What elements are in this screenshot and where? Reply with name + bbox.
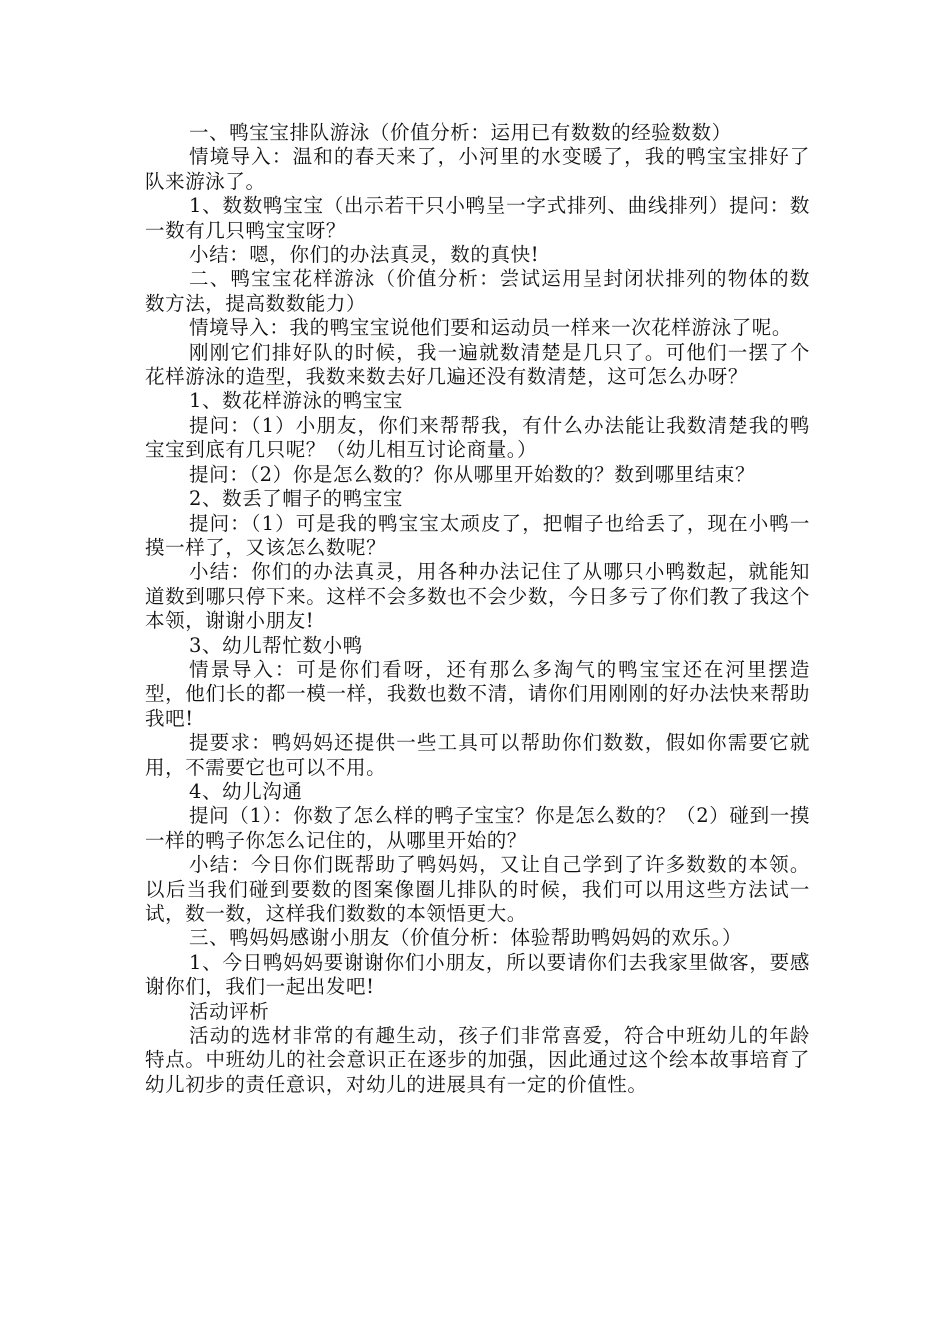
paragraph: 情境导入：我的鸭宝宝说他们要和运动员一样来一次花样游泳了呢。 [189,316,793,340]
subheading: 2、数丢了帽子的鸭宝宝 [189,487,404,511]
paragraph: 情景导入：可是你们看呀，还有那么多淘气的鸭宝宝还在河里摆造型，他们长的都一模一样，我数也数不清，请你们用刚刚的好办法快来帮助我吧! [145,657,810,730]
section-heading-1: 一、鸭宝宝排队游泳（价值分析：运用已有数数的经验数数） [189,121,732,144]
paragraph: 提问：（1）可是我的鸭宝宝太顽皮了，把帽子也给丢了，现在小鸭一摸一样了，又该怎么数呢？ [145,511,810,559]
subheading: 1、数花样游泳的鸭宝宝 [189,389,404,413]
paragraph: 提要求：鸭妈妈还提供一些工具可以帮助你们数数，假如你需要它就用，不需要它也可以不用。 [145,731,810,779]
document-body [145,121,810,1097]
paragraph: 提问：（1）小朋友，你们来帮帮我，有什么办法能让我数清楚我的鸭宝宝到底有几只呢？（幼儿相互讨论商量。） [145,413,810,462]
paragraph: 1、今日鸭妈妈要谢谢你们小朋友，所以要请你们去我家里做客，要感谢你们，我们一起出发吧! [145,950,810,999]
paragraph: 刚刚它们排好队的时候，我一遍就数清楚是几只了。可他们一摆了个花样游泳的造型，我数来数去好几遍还没有数清楚，这可怎么办呀？ [145,340,810,389]
section-heading-2: 二、鸭宝宝花样游泳（价值分析：尝试运用呈封闭状排列的物体的数数方法，提高数数能力） [145,267,810,315]
paragraph: 提问：（2）你是怎么数的？你从哪里开始数的？数到哪里结束？ [189,462,756,486]
subheading: 活动评析 [189,999,270,1023]
paragraph: 1、数数鸭宝宝（出示若干只小鸭呈一字式排列、曲线排列）提问：数一数有几只鸭宝宝呀？ [145,194,810,242]
paragraph: 情境导入：温和的春天来了，小河里的水变暖了，我的鸭宝宝排好了队来游泳了。 [145,145,810,193]
subheading: 3、幼儿帮忙数小鸭 [189,633,363,657]
paragraph: 提问（1）：你数了怎么样的鸭子宝宝？你是怎么数的？（2）碰到一摸一样的鸭子你怎么记住的，从哪里开始的？ [145,804,810,852]
section-heading-3: 三、鸭妈妈感谢小朋友（价值分析：体验帮助鸭妈妈的欢乐。） [189,926,743,950]
paragraph: 活动的选材非常的有趣生动，孩子们非常喜爱，符合中班幼儿的年龄特点。中班幼儿的社会意识正在逐步的加强，因此通过这个绘本故事培育了幼儿初步的责任意识，对幼儿的进展具有一定的价值性。 [145,1024,810,1096]
paragraph: 小结：今日你们既帮助了鸭妈妈，又让自己学到了许多数数的本领。以后当我们碰到要数的图案像圈儿排队的时候，我们可以用这些方法试一试，数一数，这样我们数数的本领悟更大。 [145,853,810,925]
paragraph: 小结：嗯，你们的办法真灵，数的真快! [189,243,540,267]
subheading: 4、幼儿沟通 [189,779,303,803]
paragraph: 小结：你们的办法真灵，用各种办法记住了从哪只小鸭数起，就能知道数到哪只停下来。这样不会多数也不会少数，今日多亏了你们教了我这个本领，谢谢小朋友! [145,560,810,633]
